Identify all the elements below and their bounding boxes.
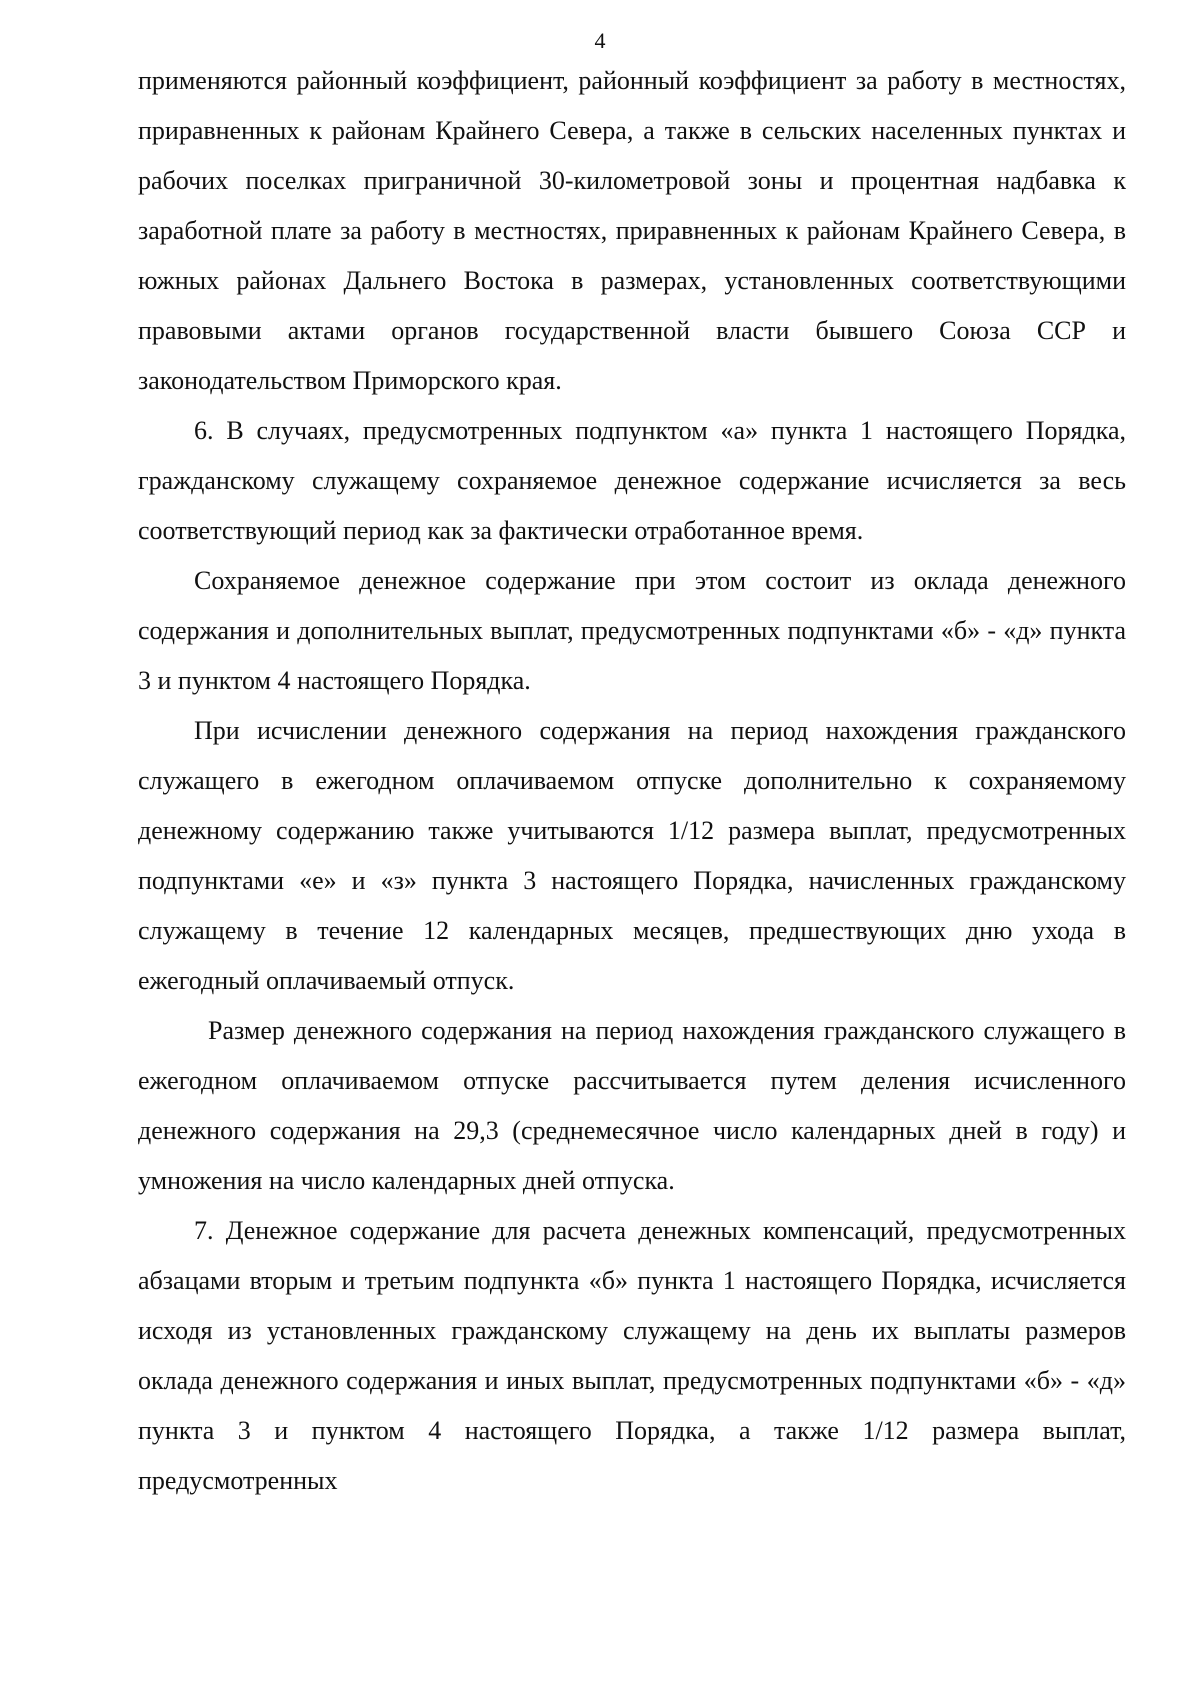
page-number: 4: [594, 28, 606, 53]
paragraph-vacation-calculation: При исчислении денежного содержания на период нахождения гражданского служащего в ежегодном оплачиваемом отпуске дополнительно к сохраняемому денежному содержанию также учитываются 1/12 размера выплат, предусмотренных подпунктами «е» и «з» пункта 3 настоящего Порядка, начисленных гражданскому служащему в течение 12 календарных месяцев, предшествующих дню ухода в ежегодный оплачиваемый отпуск.: [138, 716, 1126, 995]
paragraph-continuation: применяются районный коэффициент, районный коэффициент за работу в местностях, приравненных к районам Крайнего Севера, а также в сельских населенных пунктах и рабочих поселках приграничной 30-километровой зоны и процентная надбавка к заработной плате за работу в местностях, приравненных к районам Крайнего Севера, в южных районах Дальнего Востока в размерах, установленных соответствующими правовыми актами органов государственной власти бывшего Союза ССР и законодательством Приморского края.: [138, 66, 1126, 395]
paragraph-item-6: 6. В случаях, предусмотренных подпунктом «а» пункта 1 настоящего Порядка, гражданскому служащему сохраняемое денежное содержание исчисляется за весь соответствующий период как за фактически отработанное время.: [138, 416, 1126, 545]
paragraph-preserved-pay: Сохраняемое денежное содержание при этом состоит из оклада денежного содержания и дополнительных выплат, предусмотренных подпунктами «б» - «д» пункта 3 и пунктом 4 настоящего Порядка.: [138, 566, 1126, 695]
paragraph-item-7: 7. Денежное содержание для расчета денежных компенсаций, предусмотренных абзацами вторым и третьим подпункта «б» пункта 1 настоящего Порядка, исчисляется исходя из установленных гражданскому служащему на день их выплаты размеров оклада денежного содержания и иных выплат, предусмотренных подпунктами «б» - «д» пункта 3 и пунктом 4 настоящего Порядка, а также 1/12 размера выплат, предусмотренных: [138, 1216, 1126, 1495]
document-body: [138, 56, 1126, 1506]
paragraph-vacation-amount: Размер денежного содержания на период нахождения гражданского служащего в ежегодном оплачиваемом отпуске рассчитывается путем деления исчисленного денежного содержания на 29,3 (среднемесячное число календарных дней в году) и умножения на число календарных дней отпуска.: [138, 1016, 1126, 1195]
